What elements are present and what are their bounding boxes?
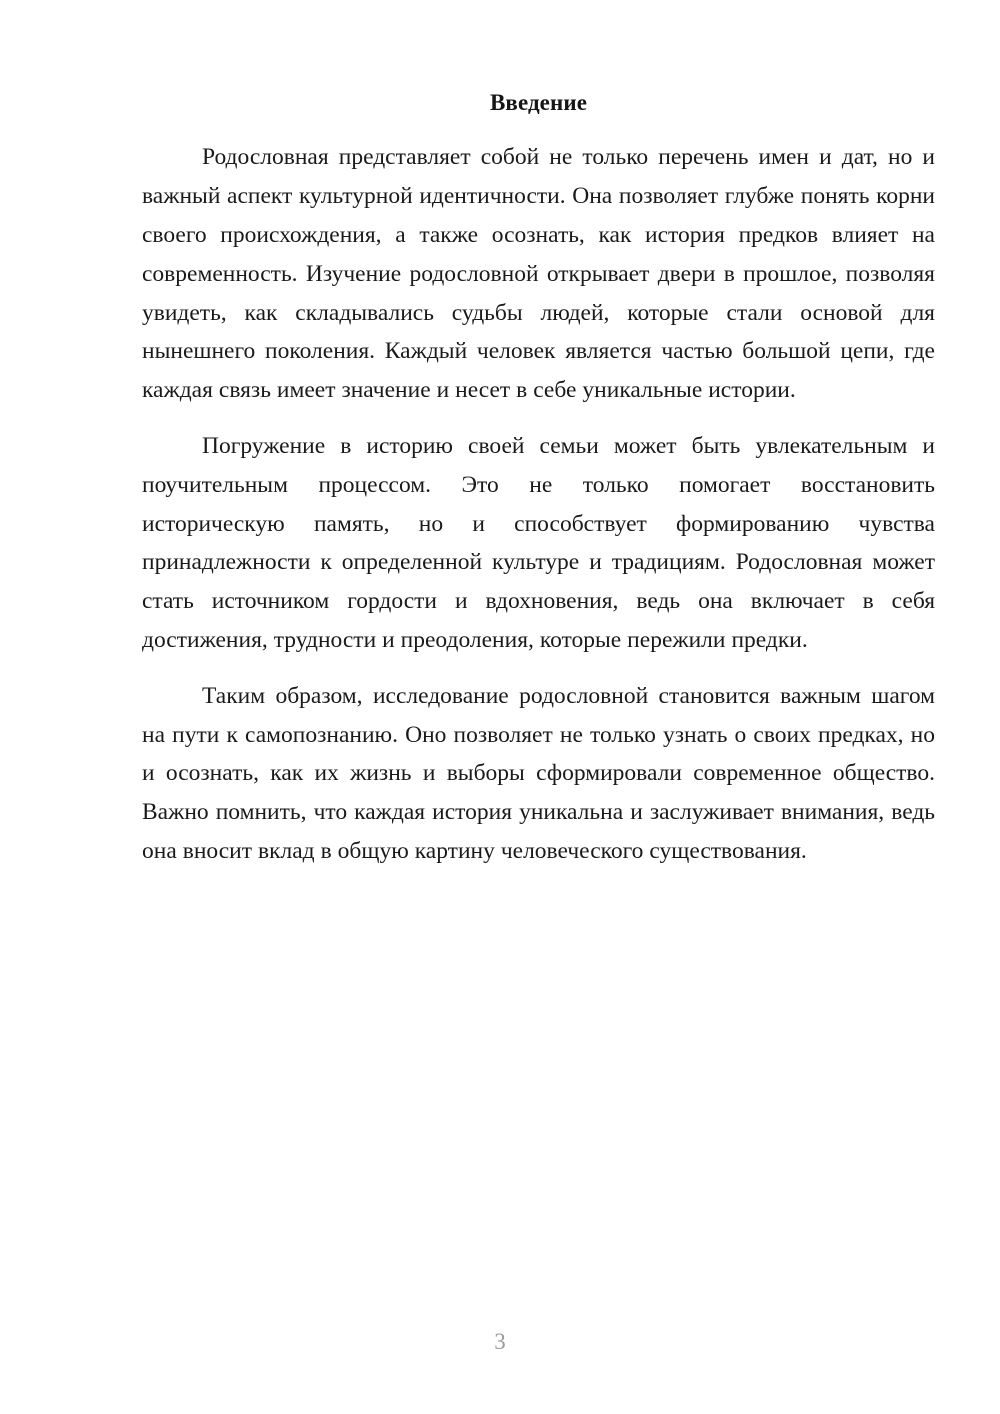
- body-paragraph-3: Таким образом, исследование родословной становится важным шагом на пути к самопознанию. Оно позволяет не только узнать о своих предках, но и осознать, как их жизнь и выборы сформировали современное общество. Важно помнить, что каждая история уникальна и заслуживает внимания, ведь она вносит вклад в общую картину человеческого существования.: [142, 682, 935, 864]
- page-title: Введение: [489, 90, 588, 115]
- body-paragraph-1: Родословная представляет собой не только перечень имен и дат, но и важный аспект культурной идентичности. Она позволяет глубже понять корни своего происхождения, а также осознать, как история предков влияет на современность. Изучение родословной открывает двери в прошлое, позволяя увидеть, как складывались судьбы людей, которые стали основой для нынешнего поколения. Каждый человек является частью большой цепи, где каждая связь имеет значение и несет в себе уникальные истории.: [142, 144, 935, 404]
- page-content: [142, 86, 935, 871]
- body-paragraph-2: Погружение в историю своей семьи может быть увлекательным и поучительным процессом. Это не только помогает восстановить историческую память, но и способствует формированию чувства принадлежности к определенной культуре и традициям. Родословная может стать источником гордости и вдохновения, ведь она включает в себя достижения, трудности и преодоления, которые пережили предки.: [142, 432, 935, 653]
- page-number: 3: [494, 1329, 506, 1354]
